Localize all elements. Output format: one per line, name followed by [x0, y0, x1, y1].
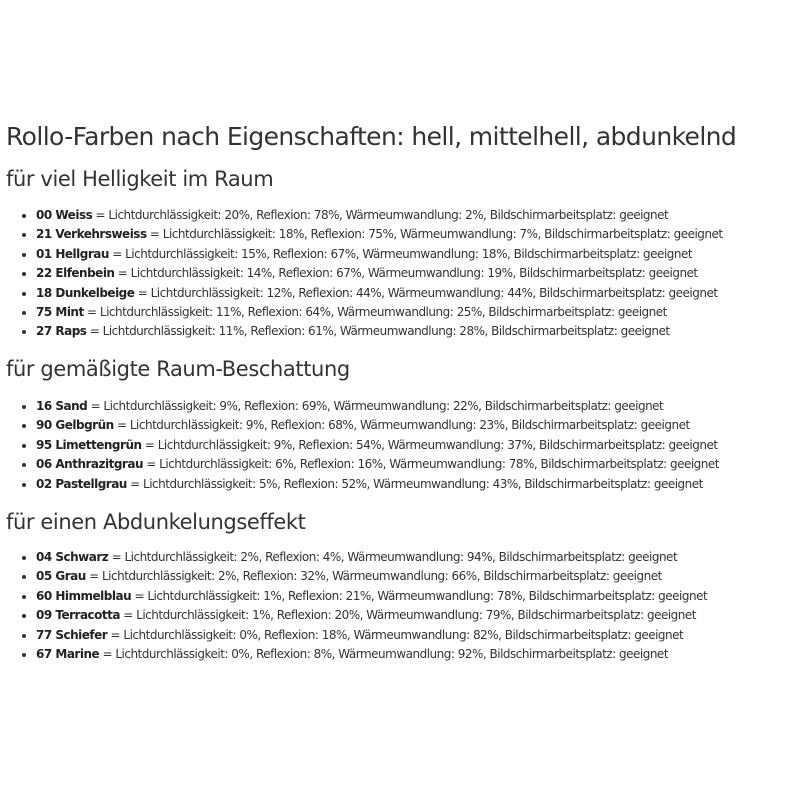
- color-name: 02 Pastellgrau: [36, 476, 127, 491]
- color-properties: = Lichtdurchlässigkeit: 14%, Reflexion: 67%, Wärmeumwandlung: 19%, Bildschirmarbeitsplatz: geeignet: [114, 266, 698, 281]
- color-properties: = Lichtdurchlässigkeit: 0%, Reflexion: 18%, Wärmeumwandlung: 82%, Bildschirmarbeitsplatz: geeignet: [107, 627, 684, 642]
- color-name: 22 Elfenbein: [36, 266, 115, 281]
- color-list-moderate: [0, 397, 719, 494]
- list-item: [36, 397, 719, 416]
- color-properties: = Lichtdurchlässigkeit: 12%, Reflexion: 44%, Wärmeumwandlung: 44%, Bildschirmarbeitsplatz: geeignet: [134, 285, 718, 300]
- list-item: [36, 587, 707, 606]
- list-item: [36, 245, 723, 264]
- list-item: [36, 548, 707, 567]
- color-properties: = Lichtdurchlässigkeit: 5%, Reflexion: 52%, Wärmeumwandlung: 43%, Bildschirmarbeitsplatz: geeignet: [126, 476, 703, 491]
- list-item: [36, 303, 723, 322]
- color-name: 06 Anthrazitgrau: [36, 457, 143, 472]
- list-item: [36, 264, 723, 283]
- list-item: [36, 626, 707, 645]
- list-item: [36, 322, 723, 341]
- list-item: [36, 436, 719, 455]
- list-item: [36, 206, 723, 225]
- color-list-darkening: [0, 548, 707, 664]
- color-name: 95 Limettengrün: [36, 437, 142, 452]
- color-name: 16 Sand: [36, 399, 88, 413]
- color-properties: = Lichtdurchlässigkeit: 0%, Reflexion: 8%, Wärmeumwandlung: 92%, Bildschirmarbeitsplatz: geeignet: [99, 647, 669, 662]
- color-properties: = Lichtdurchlässigkeit: 11%, Reflexion: 61%, Wärmeumwandlung: 28%, Bildschirmarbeitsplatz: geeignet: [86, 324, 670, 339]
- color-name: 18 Dunkelbeige: [36, 285, 135, 300]
- color-list-bright: [0, 206, 723, 342]
- color-properties: = Lichtdurchlässigkeit: 18%, Reflexion: 75%, Wärmeumwandlung: 7%, Bildschirmarbeitsplatz: geeignet: [146, 227, 723, 242]
- page-title: Rollo-Farben nach Eigenschaften: hell, mittelhell, abdunkelnd: [6, 122, 737, 151]
- color-name: 04 Schwarz: [36, 550, 109, 564]
- color-properties: = Lichtdurchlässigkeit: 1%, Reflexion: 20%, Wärmeumwandlung: 79%, Bildschirmarbeitsplatz: geeignet: [119, 608, 696, 623]
- list-item: [36, 645, 707, 664]
- color-name: 21 Verkehrsweiss: [36, 227, 147, 242]
- section-title-darkening: für einen Abdunkelungseffekt: [6, 510, 306, 534]
- color-name: 09 Terracotta: [36, 608, 120, 623]
- list-item: [36, 567, 707, 586]
- color-name: 60 Himmelblau: [36, 588, 132, 603]
- list-item: [36, 416, 719, 435]
- color-name: 77 Schiefer: [36, 627, 108, 642]
- list-item: [36, 455, 719, 474]
- color-name: 75 Mint: [36, 305, 84, 320]
- color-properties: = Lichtdurchlässigkeit: 2%, Reflexion: 4%, Wärmeumwandlung: 94%, Bildschirmarbeitsplatz: geeignet: [108, 550, 678, 564]
- list-item: [36, 284, 723, 303]
- color-properties: = Lichtdurchlässigkeit: 20%, Reflexion: 78%, Wärmeumwandlung: 2%, Bildschirmarbeitsplatz: geeignet: [92, 208, 669, 222]
- color-properties: = Lichtdurchlässigkeit: 1%, Reflexion: 21%, Wärmeumwandlung: 78%, Bildschirmarbeitsplatz: geeignet: [131, 588, 708, 603]
- color-properties: = Lichtdurchlässigkeit: 11%, Reflexion: 64%, Wärmeumwandlung: 25%, Bildschirmarbeitsplatz: geeignet: [83, 305, 667, 320]
- color-properties: = Lichtdurchlässigkeit: 6%, Reflexion: 16%, Wärmeumwandlung: 78%, Bildschirmarbeitsplatz: geeignet: [142, 457, 719, 472]
- color-properties: = Lichtdurchlässigkeit: 2%, Reflexion: 32%, Wärmeumwandlung: 66%, Bildschirmarbeitsplatz: geeignet: [85, 569, 662, 584]
- color-name: 00 Weiss: [36, 208, 93, 222]
- section-title-bright: für viel Helligkeit im Raum: [6, 167, 274, 191]
- color-properties: = Lichtdurchlässigkeit: 15%, Reflexion: 67%, Wärmeumwandlung: 18%, Bildschirmarbeitsplatz: geeignet: [108, 246, 693, 261]
- color-name: 27 Raps: [36, 324, 87, 339]
- color-name: 67 Marine: [36, 647, 100, 662]
- color-name: 90 Gelbgrün: [36, 418, 114, 433]
- list-item: [36, 606, 707, 625]
- color-properties: = Lichtdurchlässigkeit: 9%, Reflexion: 54%, Wärmeumwandlung: 37%, Bildschirmarbeitsplatz: geeignet: [141, 437, 718, 452]
- color-name: 01 Hellgrau: [36, 246, 109, 261]
- list-item: [36, 225, 723, 244]
- color-properties: = Lichtdurchlässigkeit: 9%, Reflexion: 69%, Wärmeumwandlung: 22%, Bildschirmarbeitsplatz: geeignet: [87, 399, 664, 413]
- color-properties: = Lichtdurchlässigkeit: 9%, Reflexion: 68%, Wärmeumwandlung: 23%, Bildschirmarbeitsplatz: geeignet: [113, 418, 690, 433]
- list-item: [36, 475, 719, 494]
- section-title-moderate: für gemäßigte Raum-Beschattung: [6, 357, 350, 381]
- color-name: 05 Grau: [36, 569, 86, 584]
